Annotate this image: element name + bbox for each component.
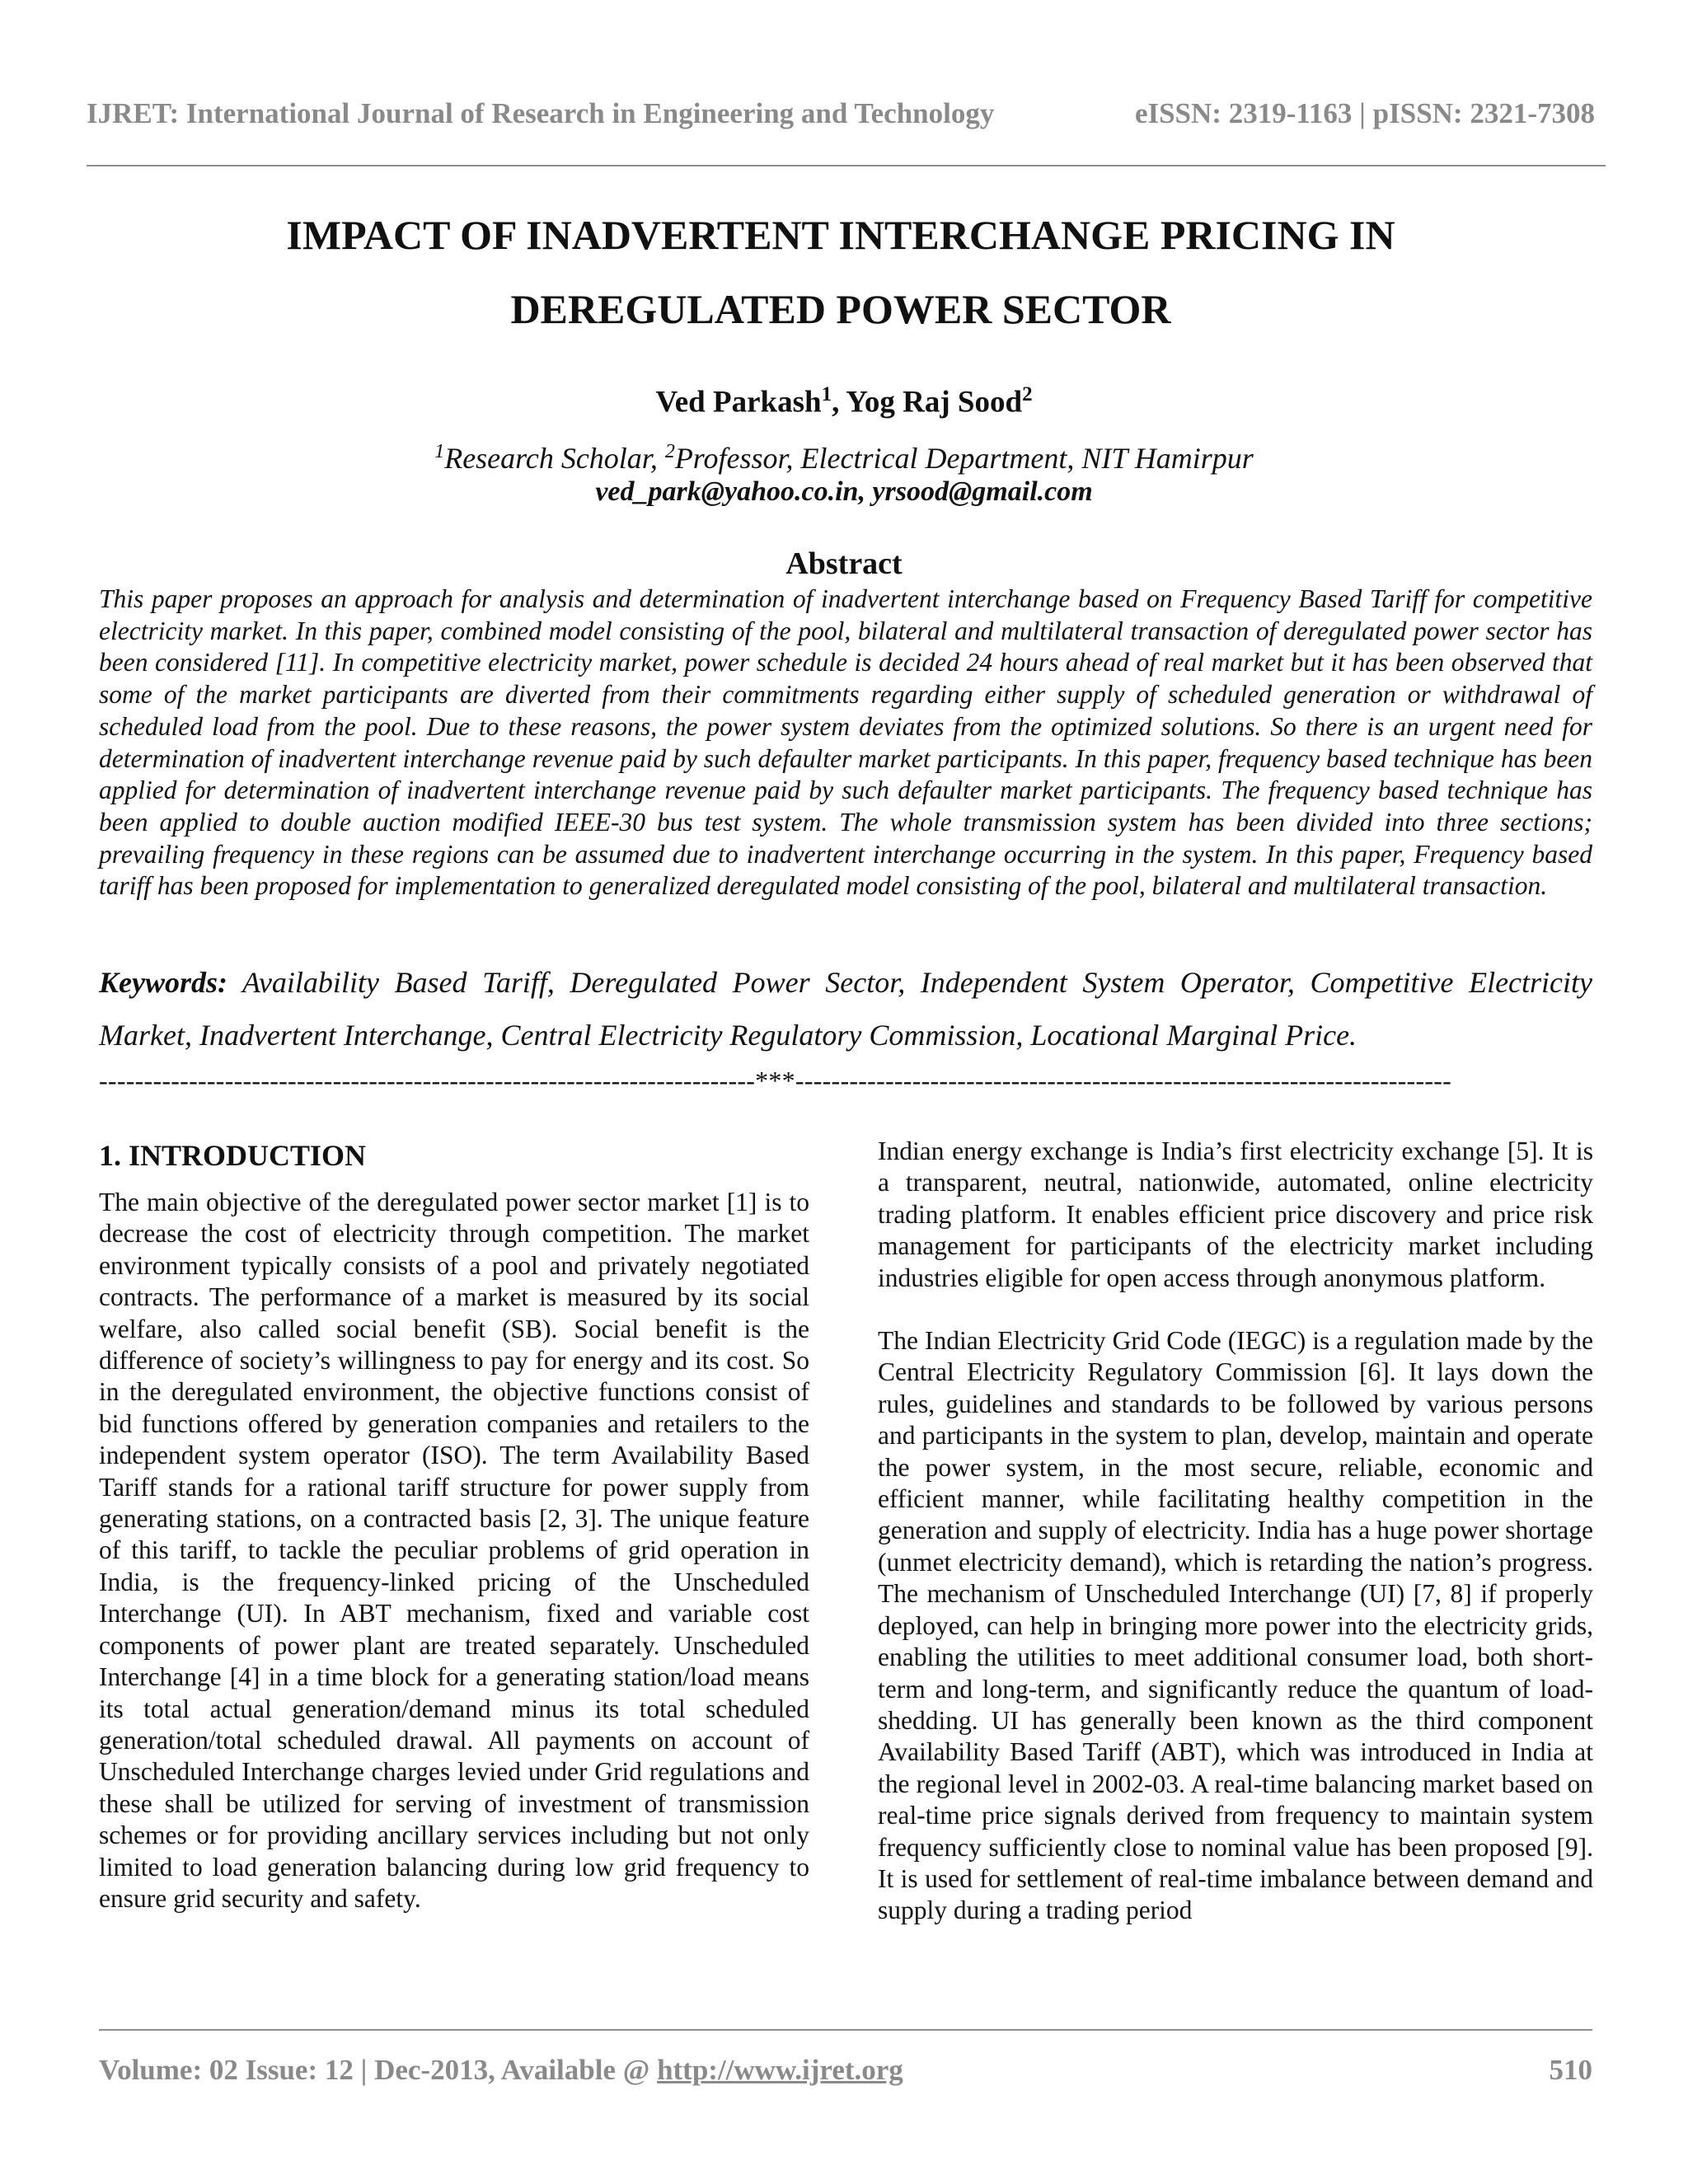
keywords-label: Keywords:: [99, 966, 227, 999]
footer-volume: [99, 2054, 903, 2087]
author-1-mark: 1: [821, 383, 832, 405]
affiliation-role-1: Research Scholar,: [444, 442, 665, 475]
affiliation-mark-1: 1: [434, 441, 445, 462]
title-line-1: IMPACT OF INADVERTENT INTERCHANGE PRICING IN: [286, 212, 1395, 258]
authors: [0, 383, 1688, 419]
keywords: [99, 956, 1592, 1062]
author-2: Yog Raj Sood: [846, 385, 1023, 419]
author-1: Ved Parkash: [655, 385, 822, 419]
section-separator: -------------------------------------------------------------------------***-------------------------------------------------------------------------: [99, 1066, 1452, 1095]
author-separator: ,: [832, 385, 846, 419]
page-number: 510: [1549, 2054, 1592, 2086]
introduction-paragraph-1: The main objective of the deregulated power sector market [1] is to decrease the cost of electricity through competition. The market environment typically consists of a pool and privately negotiated contracts. The performance of a market is measured by its social welfare, also called social benefit (SB). Social benefit is the difference of society’s willingness to pay for energy and its cost. So in the deregulated environment, the objective functions consist of bid functions offered by generation companies and retailers to the independent system operator (ISO). The term Availability Based Tariff stands for a rational tariff structure for power supply from generating stations, on a contracted basis [2, 3]. The unique feature of this tariff, to tackle the peculiar problems of grid operation in India, is the frequency-linked pricing of the Unscheduled Interchange (UI). In ABT mechanism, fixed and variable cost components of power plant are treated separately. Unscheduled Interchange [4] in a time block for a generating station/load means its total actual generation/demand minus its total scheduled generation/total scheduled drawal. All payments on account of Unscheduled Interchange charges levied under Grid regulations and these shall be utilized for serving of investment of transmission schemes or for providing ancillary services including but not only limited to load generation balancing during low grid frequency to ensure grid security and safety.: [99, 1188, 809, 1913]
left-column: [99, 1137, 809, 1915]
introduction-paragraph-3: The Indian Electricity Grid Code (IEGC) is a regulation made by the Central Electricity Regulatory Commission [6]. It lays down the rules, guidelines and standards to be followed by various persons and participants in the system to plan, develop, maintain and operate the power system, in the most secure, reliable, economic and efficient manner, while facilitating healthy competition in the generation and supply of electricity. India has a huge power shortage (unmet electricity demand), which is retarding the nation’s progress. The mechanism of Unscheduled Interchange (UI) [7, 8] if properly deployed, can help in bringing more power into the electricity grids, enabling the utilities to meet additional consumer load, both short-term and long-term, and significantly reduce the quantum of load-shedding. UI has generally been known as the third component Availability Based Tariff (ABT), which was introduced in India at the regional level in 2002-03. A real-time balancing market based on real-time price signals derived from frequency to maintain system frequency sufficiently close to nominal value has been proposed [9]. It is used for settlement of real-time imbalance between demand and supply during a trading period: [878, 1326, 1593, 1925]
affiliation-role-2: Professor, Electrical Department, NIT Hamirpur: [674, 442, 1254, 475]
issn: eISSN: 2319-1163 | pISSN: 2321-7308: [1134, 97, 1595, 129]
affiliation-mark-2: 2: [664, 441, 675, 462]
volume-info: Volume: 02 Issue: 12 | Dec-2013, Available @: [99, 2054, 658, 2086]
journal-name: IJRET: International Journal of Research in Engineering and Technology: [87, 97, 995, 129]
title-line-2: DEREGULATED POWER SECTOR: [510, 286, 1171, 332]
keywords-text: Availability Based Tariff, Deregulated Power Sector, Independent System Operator, Competitive Electricity Market, Inadvertent Interchange, Central Electricity Regulatory Commission, Locational Marginal Price.: [99, 966, 1592, 1052]
author-2-mark: 2: [1022, 383, 1033, 405]
abstract-text: This paper proposes an approach for analysis and determination of inadvertent interchange based on Frequency Based Tariff for competitive electricity market. In this paper, combined model consisting of the pool, bilateral and multilateral transaction of deregulated power sector has been considered [11]. In competitive electricity market, power schedule is decided 24 hours ahead of real market but it has been observed that some of the market participants are diverted from their commitments regarding either supply of scheduled generation or withdrawal of scheduled load from the pool. Due to these reasons, the power system deviates from the optimized solutions. So there is an urgent need for determination of inadvertent interchange revenue paid by such defaulter market participants. In this paper, frequency based technique has been applied for determination of inadvertent interchange revenue paid by such defaulter market participants. The frequency based technique has been applied to double auction modified IEEE-30 bus test system. The whole transmission system has been divided into three sections; prevailing frequency in these regions can be assumed due to inadvertent interchange occurring in the system. In this paper, Frequency based tariff has been proposed for implementation to generalized deregulated model consisting of the pool, bilateral and multilateral transaction.: [99, 584, 1592, 901]
running-footer: [99, 2054, 1592, 2095]
author-emails: ved_park@yahoo.co.in, yrsood@gmail.com: [595, 476, 1093, 507]
affiliation: [0, 441, 1688, 476]
header-rule: [87, 165, 1606, 166]
abstract-heading: Abstract: [785, 546, 903, 581]
journal-link[interactable]: http://www.ijret.org: [657, 2054, 903, 2086]
running-header: [87, 97, 1595, 138]
right-column: [878, 1136, 1593, 1927]
footer-rule: [99, 2029, 1592, 2031]
introduction-heading: 1. INTRODUCTION: [99, 1139, 367, 1172]
paper-title: [165, 198, 1517, 346]
introduction-paragraph-2: Indian energy exchange is India’s first electricity exchange [5]. It is a transparent, neutral, nationwide, automated, online electricity trading platform. It enables efficient price discovery and price risk management for participants of the electricity market including industries eligible for open access through anonymous platform.: [878, 1137, 1593, 1292]
